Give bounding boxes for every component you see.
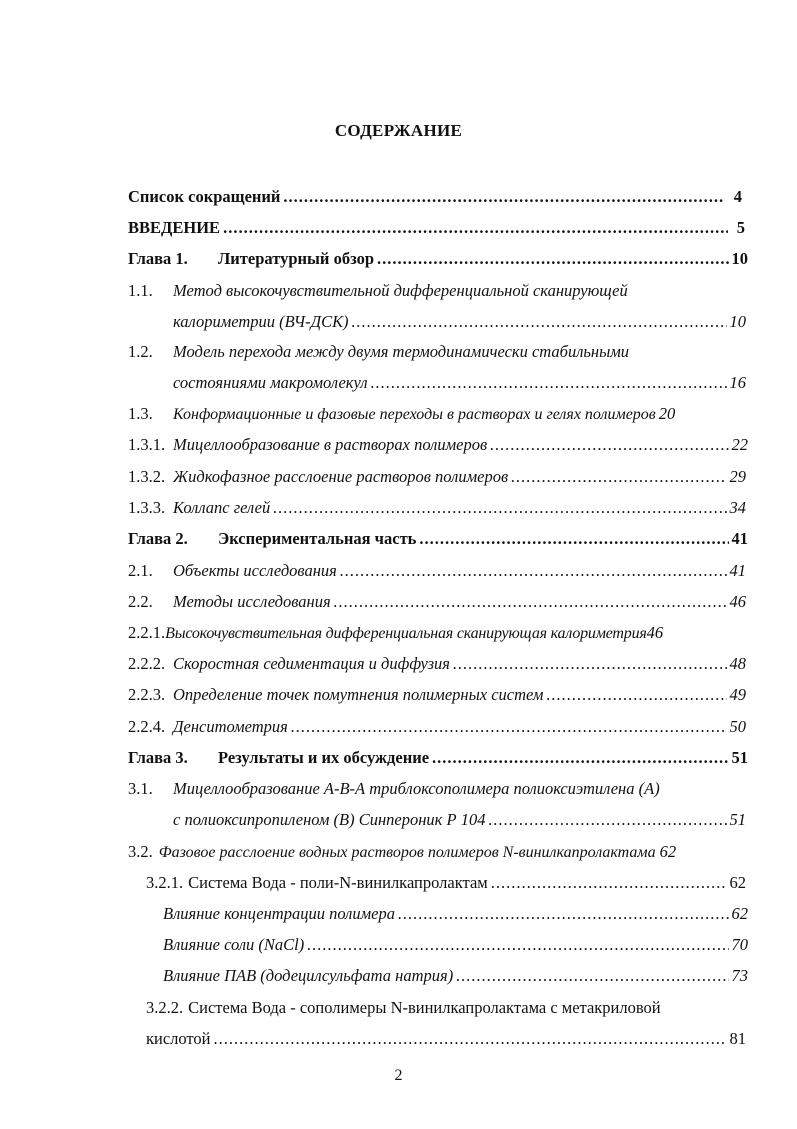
toc-section-1-3	[128, 402, 748, 426]
toc-label: Модель перехода между двумя термодинамически стабильными	[173, 342, 630, 361]
toc-label: Список сокращений	[128, 187, 281, 206]
toc-number: 3.2.2.	[146, 998, 184, 1017]
page-title: СОДЕРЖАНИЕ	[334, 121, 463, 140]
toc-chapter-2	[128, 527, 748, 551]
leader-dots	[283, 185, 725, 209]
toc-section-2-2-1	[128, 621, 748, 645]
toc-number: 1.1.	[128, 281, 153, 300]
toc-number: 2.2.1.	[128, 623, 166, 642]
toc-label: Методы исследования	[173, 592, 331, 611]
toc-section-3-2-2	[146, 996, 748, 1020]
leader-dots	[377, 247, 728, 271]
toc-section-1-2-cont	[173, 371, 746, 395]
toc-label: калориметрии (ВЧ-ДСК)	[173, 312, 349, 331]
toc-subsection-surfactant	[163, 964, 748, 988]
toc-page: 22	[731, 435, 748, 454]
toc-number: 3.2.	[128, 842, 153, 861]
toc-label: Мицеллообразование в растворах полимеров	[173, 435, 488, 454]
toc-number: 3.1.	[128, 779, 153, 798]
leader-dots	[491, 871, 727, 895]
leader-dots	[453, 652, 727, 676]
toc-page: 73	[731, 966, 748, 985]
toc-label: Денситометрия	[173, 717, 288, 736]
toc-page: 10	[731, 249, 748, 268]
toc-label: Система Вода - поли-N-винилкапролактам	[188, 873, 488, 892]
toc-section-3-2	[128, 840, 748, 864]
toc-label: Метод высокочувствительной дифференциальной сканирующей	[173, 281, 628, 300]
leader-dots	[488, 808, 726, 832]
toc-page: 62	[729, 873, 746, 892]
toc-page: 5	[736, 218, 745, 237]
toc-label: Влияние соли (NaCl)	[163, 935, 305, 954]
leader-dots	[307, 933, 728, 957]
toc-number: 2.2.	[128, 592, 153, 611]
toc-chapter-1	[128, 247, 748, 271]
toc-page: 51	[731, 748, 748, 767]
toc-number: 3.2.1.	[146, 873, 184, 892]
toc-number: 1.3.3.	[128, 498, 166, 517]
toc-page: 50	[729, 717, 746, 736]
toc-label: Конформационные и фазовые переходы в растворах и гелях полимеров	[173, 406, 656, 423]
toc-section-2-2-4	[128, 715, 746, 739]
leader-dots	[352, 310, 727, 334]
toc-section-2-2-2	[128, 652, 746, 676]
toc-section-1-2	[128, 340, 748, 364]
toc-section-3-1	[128, 777, 748, 801]
toc-subsection-concentration	[163, 902, 748, 926]
leader-dots	[371, 371, 727, 395]
toc-page: 49	[729, 685, 746, 704]
toc-number: 2.2.2.	[128, 654, 166, 673]
toc-label: Коллапс гелей	[173, 498, 271, 517]
leader-dots	[432, 746, 728, 770]
leader-dots	[490, 433, 728, 457]
toc-number: Глава 1.	[128, 249, 188, 268]
leader-dots	[291, 715, 727, 739]
toc-page: 51	[729, 810, 746, 829]
toc-label: Объекты исследования	[173, 561, 337, 580]
leader-dots	[273, 496, 726, 520]
toc-section-1-3-2	[128, 465, 746, 489]
leader-dots	[214, 1027, 727, 1051]
toc-page: 20	[658, 404, 676, 423]
toc-page: 34	[729, 498, 746, 517]
toc-page: 41	[731, 529, 748, 548]
leader-dots	[334, 590, 727, 614]
toc-number: 2.2.4.	[128, 717, 166, 736]
leader-dots	[223, 216, 728, 240]
toc-label: Результаты и их обсуждение	[218, 748, 430, 767]
toc-section-1-3-3	[128, 496, 746, 520]
toc-chapter-3	[128, 746, 748, 770]
toc-section-2-2	[128, 590, 746, 614]
toc-label: кислотой	[146, 1029, 211, 1048]
toc-label: Высокочувствительная дифференциальная сканирующая калориметрия	[165, 625, 647, 642]
toc-number: 2.2.3.	[128, 685, 166, 704]
toc-section-2-2-3	[128, 683, 746, 707]
toc-label: Определение точек помутнения полимерных систем	[173, 685, 544, 704]
toc-section-1-3-1	[128, 433, 748, 457]
toc-page: 48	[729, 654, 746, 673]
toc-label: Жидкофазное расслоение растворов полимеров	[173, 467, 509, 486]
toc-number: 2.1.	[128, 561, 153, 580]
toc-number: 1.3.	[128, 404, 153, 423]
toc-entry-abbreviations	[128, 185, 742, 209]
toc-label: Экспериментальная часть	[218, 529, 417, 548]
toc-page: 4	[733, 187, 742, 206]
toc-page: 46	[646, 623, 664, 642]
toc-page: 81	[729, 1029, 746, 1048]
toc-number: Глава 2.	[128, 529, 188, 548]
toc-label: Литературный обзор	[218, 249, 375, 268]
toc-entry-introduction	[128, 216, 745, 240]
toc-page: 29	[729, 467, 746, 486]
toc-section-3-2-1	[146, 871, 746, 895]
toc-label: Система Вода - сополимеры N-винилкапролактама с метакриловой	[188, 998, 661, 1017]
toc-page: 46	[729, 592, 746, 611]
toc-page: 62	[659, 842, 677, 861]
toc-section-2-1	[128, 559, 746, 583]
leader-dots	[511, 465, 726, 489]
toc-label: состояниями макромолекул	[173, 373, 368, 392]
toc-section-1-1	[128, 279, 748, 303]
leader-dots	[398, 902, 729, 926]
toc-label: Влияние ПАВ (додецилсульфата натрия)	[163, 966, 454, 985]
leader-dots	[340, 559, 727, 583]
page-number: 2	[394, 1067, 403, 1084]
leader-dots	[546, 683, 726, 707]
toc-label: Влияние концентрации полимера	[163, 904, 395, 923]
toc-page: 41	[729, 561, 746, 580]
toc-page: 10	[729, 312, 746, 331]
toc-number: 1.3.2.	[128, 467, 166, 486]
toc-number: 1.2.	[128, 342, 153, 361]
leader-dots	[456, 964, 728, 988]
toc-page: 70	[731, 935, 748, 954]
toc-number: 1.3.1.	[128, 435, 166, 454]
toc-label: Мицеллообразование А-В-А триблоксополимера полиоксиэтилена (А)	[173, 779, 660, 798]
toc-label: Скоростная седиментация и диффузия	[173, 654, 450, 673]
toc-section-3-1-cont	[173, 808, 746, 832]
toc-label: Фазовое расслоение водных растворов полимеров N-винилкапролактама	[158, 844, 656, 861]
toc-page: 62	[731, 904, 748, 923]
toc-page: 16	[729, 373, 746, 392]
toc-number: Глава 3.	[128, 748, 188, 767]
toc-label: с полиоксипропиленом (В) Синпероник Р 104	[173, 810, 486, 829]
toc-section-3-2-2-cont	[146, 1027, 746, 1051]
leader-dots	[419, 527, 728, 551]
toc-section-1-1-cont	[173, 310, 746, 334]
toc-subsection-salt	[163, 933, 748, 957]
toc-label: ВВЕДЕНИЕ	[128, 218, 221, 237]
